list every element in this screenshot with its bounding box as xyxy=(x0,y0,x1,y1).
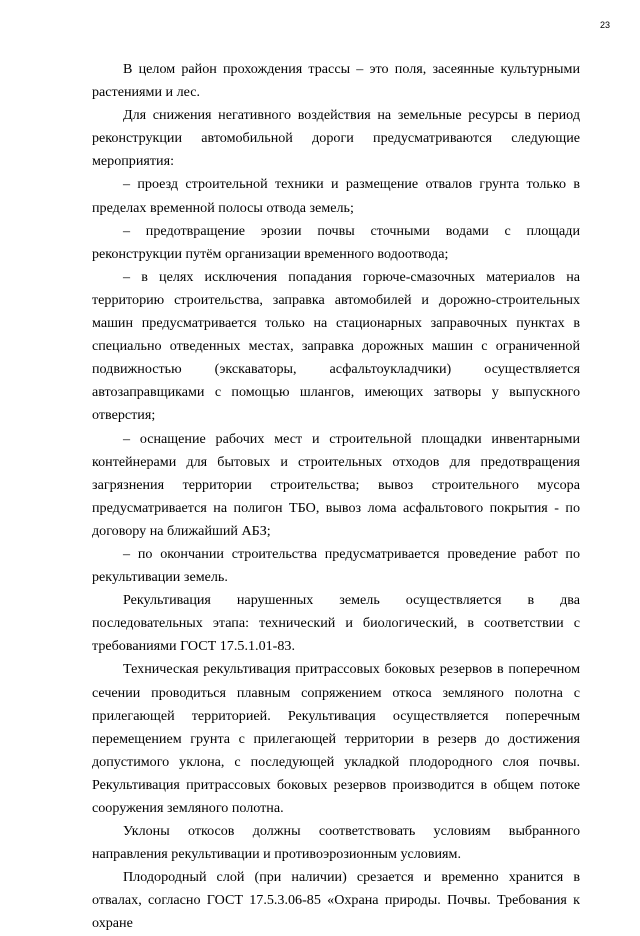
paragraph-measure-erosion: – предотвращение эрозии почвы сточными водами с площади реконструкции путём организации временного водоотвода; xyxy=(92,222,580,262)
page-number: 23 xyxy=(599,20,610,30)
paragraph-technical-recultivation: Техническая рекультивация притрассовых боковых резервов в поперечном сечении проводиться плавным сопряжением откоса земляного полотна с прилегающей территорией. Рекультивация осуществляется поперечным перемещением грунта с прилегающей территории в резерв до достижения допустимого уклона, с последующей укладкой плодородного слоя почвы. Рекультивация притрассовых боковых резервов производится в общем потоке сооружения земляного полотна. xyxy=(92,661,580,816)
paragraph-slopes: Уклоны откосов должны соответствовать условиям выбранного направления рекультивации и противоэрозионным условиям. xyxy=(92,823,580,863)
paragraph-recultivation-stages: Рекультивация нарушенных земель осуществляется в два последовательных этапа: технический и биологический, в соответствии с требованиями ГОСТ 17.5.1.01-83. xyxy=(92,592,580,655)
paragraph-measure-equipment: – проезд строительной техники и размещение отвалов грунта только в пределах временной полосы отвода земель; xyxy=(92,176,580,216)
paragraph-fertile-layer: Плодородный слой (при наличии) срезается и временно хранится в отвалах, согласно ГОСТ 17.5.3.06-85 «Охрана природы. Почвы. Требования к охране xyxy=(92,869,580,932)
paragraph-measures-intro: Для снижения негативного воздействия на земельные ресурсы в период реконструкции автомобильной дороги предусматриваются следующие мероприятия: xyxy=(92,107,580,170)
document-body xyxy=(92,58,580,936)
paragraph-area-overview: В целом район прохождения трассы – это поля, засеянные культурными растениями и лес. xyxy=(92,61,580,101)
paragraph-measure-waste: – оснащение рабочих мест и строительной площадки инвентарными контейнерами для бытовых и строительных отходов для предотвращения загрязнения территории строительства; вывоз строительного мусора предусматривается на полигон ТБО, вывоз лома асфальтового покрытия - по договору на ближайший АБЗ; xyxy=(92,430,580,539)
paragraph-measure-fuel: – в целях исключения попадания горюче-смазочных материалов на территорию строительства, заправка автомобилей и дорожно-строительных машин предусматривается только на стационарных заправочных пунктах в специально отведенных местах, заправка дорожных машин с ограниченной подвижностью (экскаваторы, асфальтоукладчики) осуществляется автозаправщиками с помощью шлангов, имеющих затворы у выпускного отверстия; xyxy=(92,268,580,424)
paragraph-measure-recultivation: – по окончании строительства предусматривается проведение работ по рекультивации земель. xyxy=(92,545,580,586)
